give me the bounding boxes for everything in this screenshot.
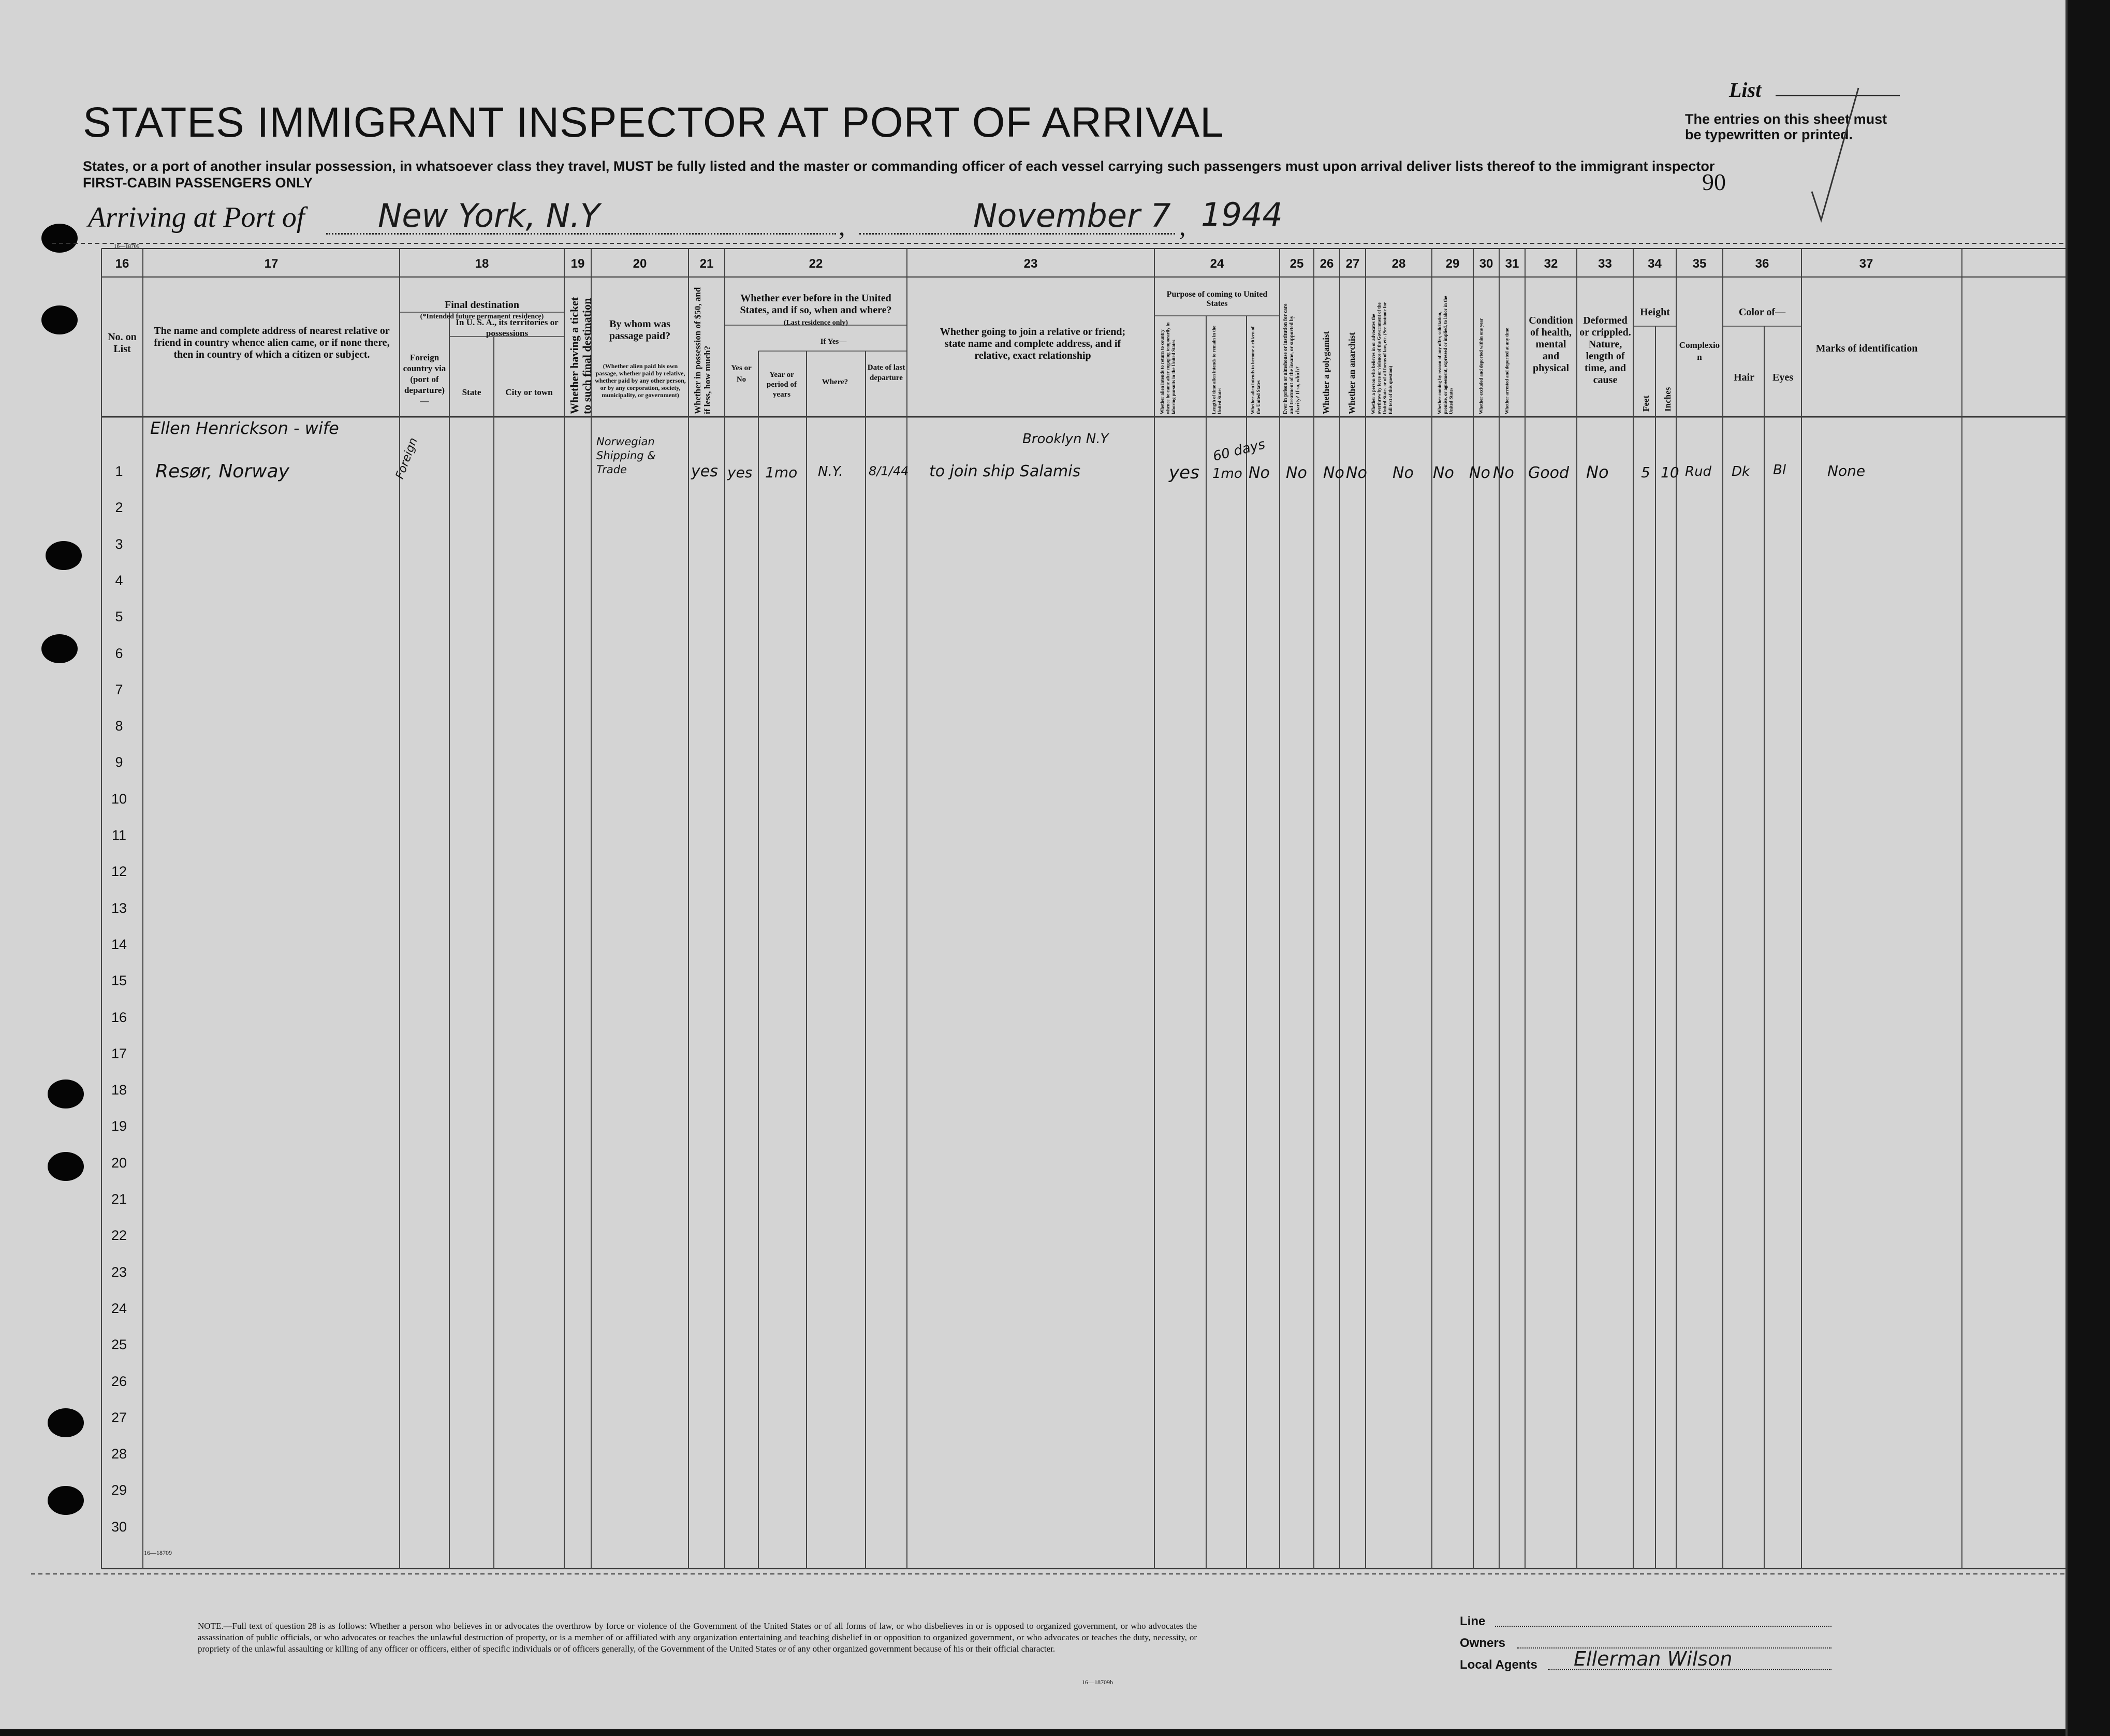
header-fifty: Whether in possession of $50, and if less, how much? (693, 287, 712, 414)
page-subtitle: States, or a port of another insular possession, in whatsoever class they travel, MUST be fully listed and the master or commanding officer of each vessel carrying such passengers must upon arrival deliver lists thereof to the immigrant inspector (83, 158, 1715, 174)
marks: None (1827, 462, 1866, 479)
header-relative: The name and complete address of nearest relative or friend in country whence alien came, or if none there, then in country of which a citizen or subject. (154, 325, 390, 360)
col-num-29: 29 (1445, 257, 1460, 271)
year-value: 1944 (1201, 196, 1283, 234)
form-code-top: 16—18709 (114, 243, 140, 250)
header-yes-no: Yes or No (731, 364, 752, 384)
sheet-number: 90 (1702, 169, 1726, 195)
row-number: 16 (111, 1010, 127, 1025)
header-if-yes: If Yes— (820, 338, 847, 346)
date-value: November 7 (973, 197, 1171, 235)
overthrow: No (1393, 464, 1414, 482)
eyes: Bl (1773, 462, 1786, 478)
col-num-31: 31 (1505, 257, 1519, 271)
col-num-30: 30 (1479, 257, 1493, 271)
period: 1mo (765, 464, 798, 481)
page-title: STATES IMMIGRANT INSPECTOR AT PORT OF ARRIVAL (83, 99, 1224, 146)
row-number: 14 (111, 937, 127, 952)
row-number: 27 (111, 1410, 127, 1425)
anarchist: No (1346, 464, 1367, 482)
row-number: 10 (111, 791, 127, 807)
row-number: 28 (111, 1446, 127, 1462)
row-number: 22 (111, 1228, 127, 1243)
header-polygamist: Whether a polygamist (1321, 331, 1331, 414)
ever-before: yes (727, 464, 753, 481)
col-num-17: 17 (264, 257, 279, 271)
foreign-via: Foreign (393, 436, 420, 481)
arrested: No (1493, 464, 1514, 482)
col-num-37: 37 (1859, 257, 1873, 271)
complexion: Rud (1685, 464, 1712, 479)
deformed: No (1586, 462, 1609, 482)
col-num-22: 22 (809, 257, 823, 271)
header-in-usa: In U. S. A., its territories or possessions (456, 317, 559, 338)
row-number: 13 (111, 900, 127, 916)
col-num-32: 32 (1544, 257, 1558, 271)
row-number: 9 (115, 754, 123, 770)
row-number: 24 (111, 1301, 127, 1316)
header-year-period: Year or period of years (767, 371, 797, 399)
row-number: 2 (115, 500, 123, 515)
header-arrested: Whether arrested and deported at any time (1504, 328, 1510, 414)
footnote: NOTE.—Full text of question 28 is as follows: Whether a person who believes in or advocates the overthrow by force or violence of the Government of the United States or of all forms of law, or who disbelieves in or is opposed to organized government, or who advocates the assassination of public officials, or who advocates or teaches the unlawful destruction of property, or is a member of or affiliated with any organization entertaining and teaching disbelief in or opposition to organized government, or who advocates or teaches the duty, necessity, or propriety of the unlawful assaulting or killing of any officer or officers, either of specific individuals or of officers generally, of the Government of the United States or of any other organized government because of his or their official character. (198, 1621, 1197, 1654)
col-num-18: 18 (475, 257, 489, 271)
row-number: 7 (115, 682, 123, 697)
header-joining: Whether going to join a relative or friend; state name and complete address, and if relative, exact relationship (940, 326, 1126, 361)
row-number: 23 (111, 1264, 127, 1280)
col-num-34: 34 (1648, 257, 1662, 271)
relative-address: Resør, Norway (155, 461, 289, 482)
col-num-23: 23 (1023, 257, 1038, 271)
header-inches: Inches (1663, 387, 1673, 412)
header-last-departure: Date of last departure (867, 363, 905, 382)
row-number: 30 (111, 1519, 127, 1535)
polygamist: No (1323, 464, 1344, 482)
relative-name: Ellen Henrickson - wife (150, 418, 339, 438)
page-edge (2065, 0, 2068, 1736)
col-num-16: 16 (115, 257, 129, 271)
header-height: Height (1640, 307, 1670, 318)
row-number: 21 (111, 1191, 127, 1207)
header-hair: Hair (1734, 372, 1754, 383)
header-deformed: Deformed or crippled. Nature, length of time, and cause (1579, 315, 1631, 386)
header-passage-paid-note: (Whether alien paid his own passage, whether paid by relative, whether paid by any other person, or by any corporation, society, municipality, or government) (595, 362, 686, 399)
local-agents-label: Local Agents (1460, 1658, 1537, 1672)
local-agents-value: Ellerman Wilson (1574, 1647, 1733, 1670)
has-fifty: yes (691, 462, 718, 480)
labor-offer: No (1433, 464, 1454, 482)
header-passage-paid: By whom was passage paid? (609, 318, 671, 342)
header-city: City or town (505, 387, 553, 397)
header-ticket: Whether having a ticket to such final destination (568, 297, 593, 414)
header-complexion: Complexion (1679, 340, 1720, 362)
line-label: Line (1460, 1614, 1486, 1628)
row-number: 25 (111, 1337, 127, 1352)
col-num-25: 25 (1290, 257, 1304, 271)
row-number: 12 (111, 864, 127, 879)
row-number: 26 (111, 1374, 127, 1389)
col-num-28: 28 (1391, 257, 1406, 271)
joining-line1: Brooklyn N.Y (1022, 431, 1109, 447)
row-number: 19 (111, 1118, 127, 1134)
row-number: 20 (111, 1155, 127, 1171)
header-health: Condition of health, mental and physical (1529, 315, 1573, 374)
header-final-destination-note: (*Intended future permanent residence) (420, 313, 544, 320)
header-anarchist: Whether an anarchist (1347, 332, 1357, 414)
row-number: 8 (115, 718, 123, 734)
col-num-26: 26 (1320, 257, 1334, 271)
col-num-20: 20 (633, 257, 647, 271)
comma: , (1179, 212, 1186, 241)
header-length-of-stay: Length of time alien intends to remain in the United States (1211, 326, 1222, 414)
header-ever-before: Whether ever before in the United States, and if so, when and where? (740, 293, 892, 316)
row-number: 6 (115, 646, 123, 661)
form-code-bottom: 16—18709 (144, 1549, 172, 1556)
row-number: 5 (115, 609, 123, 624)
row-number: 1 (115, 463, 123, 479)
header-purpose: Purpose of coming to United States (1166, 290, 1268, 308)
col-num-27: 27 (1345, 257, 1360, 271)
col-num-21: 21 (699, 257, 714, 271)
passenger-class: FIRST-CABIN PASSENGERS ONLY (83, 175, 313, 191)
row-number: 18 (111, 1082, 127, 1098)
purpose-return: yes (1169, 462, 1199, 483)
row-number: 4 (115, 573, 123, 588)
port-value: New York, N.Y (378, 197, 600, 235)
header-excluded: Whether excluded and deported within one year (1478, 318, 1484, 414)
entries-note: The entries on this sheet must be typewritten or printed. (1685, 111, 1887, 142)
header-eyes: Eyes (1772, 372, 1793, 383)
owners-label: Owners (1460, 1636, 1506, 1650)
hair: Dk (1732, 464, 1750, 479)
row-number: 15 (111, 973, 127, 988)
passage-paid-by: Norwegian Shipping & Trade (596, 435, 656, 476)
row-number: 3 (115, 536, 123, 552)
where: N.Y. (818, 464, 843, 479)
header-overthrow: Whether a person who believes in or advocates the overthrow by force or violence of the Government of the United States or of all forms of law, etc. (See footnote for full text of this question) (1371, 302, 1393, 414)
joining-line2: to join ship Salamis (929, 462, 1081, 480)
header-no-on-list: No. on List (108, 331, 137, 355)
header-feet: Feet (1641, 395, 1651, 412)
col-num-36: 36 (1755, 257, 1769, 271)
row-number: 11 (111, 827, 127, 843)
header-prison: Ever in prison or almshouse or institution for care and treatment of the insane, or supported by charity? If so, which? (1283, 303, 1301, 414)
height-inches: 10 (1661, 464, 1679, 481)
col-num-33: 33 (1598, 257, 1612, 271)
header-purpose-return: Whether alien intends to return to country whence he came after engaging temporarily in laboring pursuits in the United States (1160, 322, 1176, 414)
become-citizen: No (1249, 464, 1270, 482)
prison: No (1286, 464, 1307, 482)
comma: , (839, 212, 845, 241)
health: Good (1528, 464, 1569, 482)
header-become-citizen: Whether alien intends to become a citizen of the United States (1250, 326, 1261, 414)
header-foreign-via: Foreign country via (port of departure)— (403, 353, 446, 406)
form-code-note: 16—18709b (1082, 1679, 1113, 1686)
list-label: List (1729, 78, 1762, 101)
col-num-35: 35 (1692, 257, 1707, 271)
header-marks: Marks of identification (1815, 343, 1918, 354)
row-number: 29 (111, 1482, 127, 1498)
length-of-stay: 1mo (1212, 466, 1242, 482)
header-where: Where? (822, 378, 848, 386)
row-number: 17 (111, 1046, 127, 1061)
height-feet: 5 (1641, 464, 1650, 481)
line-field (1495, 1626, 1831, 1627)
excluded: No (1469, 464, 1490, 482)
col-num-24: 24 (1210, 257, 1224, 271)
header-state: State (462, 387, 481, 397)
header-color-of: Color of— (1738, 307, 1786, 318)
col-num-19: 19 (570, 257, 585, 271)
header-final-destination: Final destination (445, 299, 519, 311)
arriving-label: Arriving at Port of (88, 201, 305, 234)
header-ever-before-note: (Last residence only) (783, 319, 848, 327)
header-labor-offer: Whether coming by reason of any offer, solicitation, promise, or agreement, expressed or implied, to labor in the United States (1437, 296, 1454, 414)
length-correction: 60 days (1211, 436, 1267, 465)
last-departure: 8/1/44 (869, 464, 909, 478)
